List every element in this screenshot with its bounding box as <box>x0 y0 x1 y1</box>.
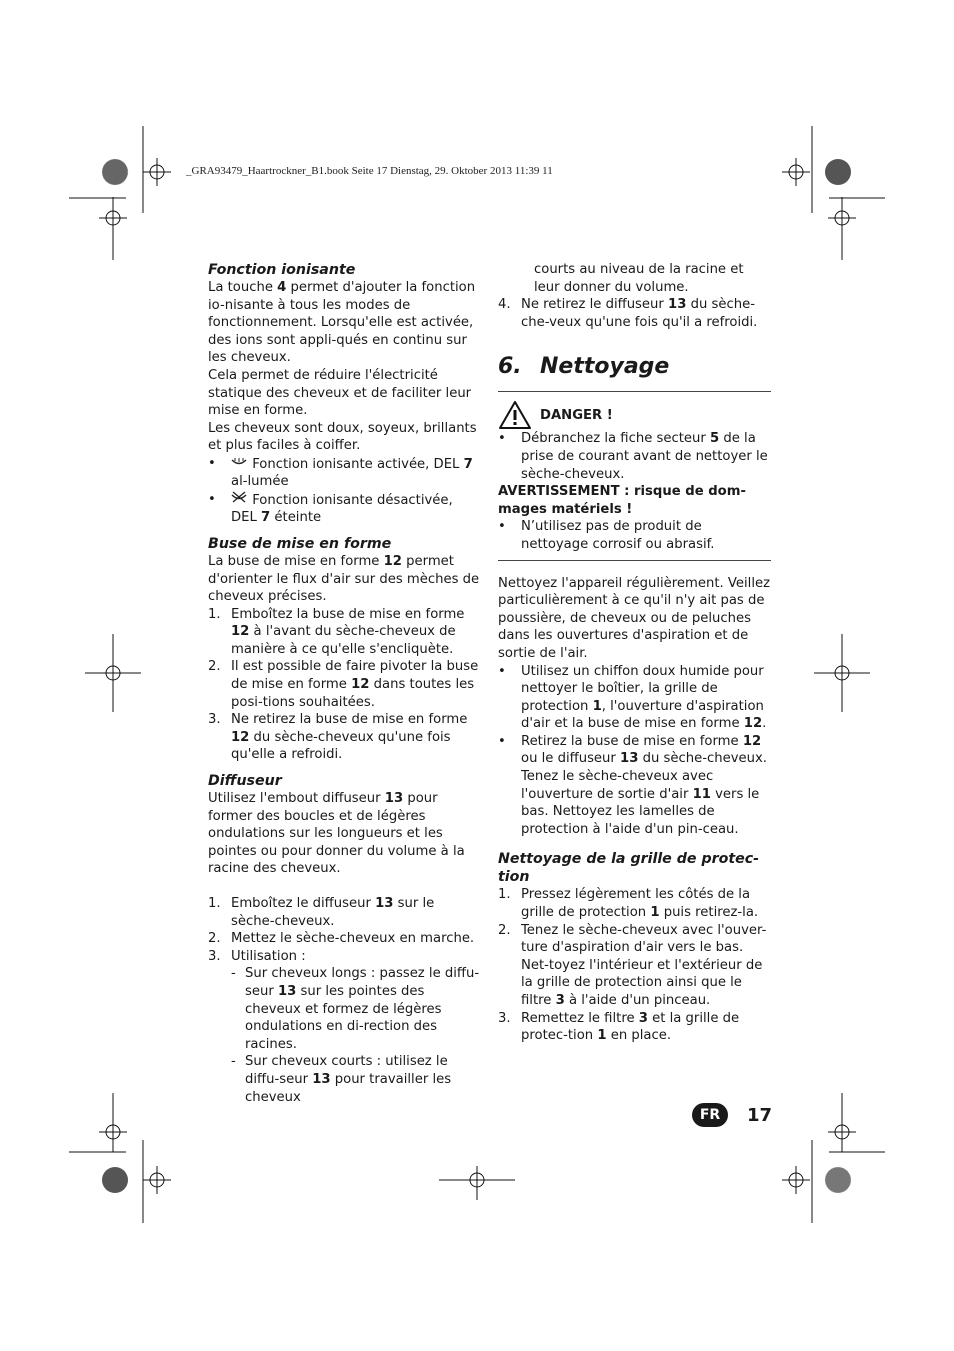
danger-header <box>498 400 771 430</box>
danger-label: DANGER ! <box>540 407 613 423</box>
diff-step-1: 1. Emboîtez le diffuseur 13 sur le sèche-cheveux. <box>208 896 435 929</box>
page-number: 17 <box>747 1104 773 1126</box>
section-heading-nettoyage: 6. Nettoyage <box>498 354 670 380</box>
heading-fonction-ionisante: Fonction ionisante <box>208 262 356 278</box>
buse-step-2: 2. Il est possible de faire pivoter la buse de mise en forme 12 dans toutes les posi-tions souhaitées. <box>208 659 479 710</box>
ion-paragraph-1: La touche 4 permet d'ajouter la fonction io-nisante à tous les modes de fonctionnement. Lorsqu'elle est activée, des ions sont appli-qués en continu sur les cheveux. <box>208 280 476 366</box>
diff-dash-2-continuation: courts au niveau de la racine et leur donner du volume. <box>534 262 744 295</box>
warning-bullet: • N’utilisez pas de produit de nettoyage corrosif ou abrasif. <box>498 519 715 552</box>
grille-step-2: 2. Tenez le sèche-cheveux avec l'ouver-ture d'aspiration d'air vers le bas. Net-toyez l'intérieur et l'extérieur de la grille de protection ainsi que le filtre 3 à l'aide d'un pinceau. <box>498 922 767 1008</box>
heading-grille: Nettoyage de la grille de protec-tion <box>498 851 760 886</box>
buse-paragraph: La buse de mise en forme 12 permet d'orienter le flux d'air sur des mèches de cheveux précises. <box>208 553 480 605</box>
diff-step-3: 3. Utilisation : <box>208 948 306 964</box>
clean-bullet-1: • Utilisez un chiffon doux humide pour nettoyer le boîtier, la grille de protection 1, l'ouverture d'aspiration d'air et la buse de mise en forme 12. <box>498 663 767 732</box>
warning-triangle-icon <box>498 400 532 430</box>
diff-dash-1: - Sur cheveux longs : passez le diffu-seur 13 sur les pointes des cheveux et formez de légères ondulations en di-rection des racines. <box>231 966 480 1052</box>
grille-step-3: 3. Remettez le filtre 3 et la grille de protec-tion 1 en place. <box>498 1010 740 1044</box>
danger-bullet: • Débranchez la fiche secteur 5 de la prise de courant avant de nettoyer le sèche-cheveux. <box>498 431 768 482</box>
language-badge: FR <box>692 1103 728 1127</box>
right-column <box>498 261 771 1045</box>
heading-buse: Buse de mise en forme <box>208 535 392 552</box>
diff-step-4: 4. Ne retirez le diffuseur 13 du sèche-che-veux qu'une fois qu'il a refroidi. <box>498 297 758 330</box>
ion-active-icon <box>231 455 248 473</box>
clean-bullet-2: • Retirez la buse de mise en forme 12 ou le diffuseur 13 du sèche-cheveux. Tenez le sèche-cheveux avec l'ouverture de sortie d'air 11 vers le bas. Nettoyez les lamelles de protection à l'aide d'un pin-ceau. <box>498 733 767 837</box>
ion-bullet-on: • Fonction ionisante activée, DEL 7 al-lumée <box>208 455 473 490</box>
diff-step-2: 2. Mettez le sèche-cheveux en marche. <box>208 931 475 947</box>
ion-inactive-icon <box>231 491 248 509</box>
diffuseur-paragraph: Utilisez l'embout diffuseur 13 pour former des boucles et de légères ondulations sur les longueurs et les pointes ou pour donner du volume à la racine des cheveux. <box>208 791 465 877</box>
left-column <box>208 261 480 1106</box>
book-file-header: _GRA93479_Haartrockner_B1.book Seite 17 Dienstag, 29. Oktober 2013 11:39 11 <box>186 165 553 177</box>
grille-step-1: 1. Pressez légèrement les côtés de la grille de protection 1 puis retirez-la. <box>498 887 759 921</box>
buse-step-1: 1. Emboîtez la buse de mise en forme 12 à l'avant du sèche-cheveux de manière à ce qu'elle s'encliquète. <box>208 606 465 657</box>
diff-dash-2: - Sur cheveux courts : utilisez le diffu-seur 13 pour travailler les cheveux <box>231 1054 452 1105</box>
ion-paragraph-3: Les cheveux sont doux, soyeux, brillants et plus faciles à coiffer. <box>208 420 477 454</box>
page-footer <box>692 1103 772 1127</box>
heading-diffuseur: Diffuseur <box>208 773 282 790</box>
ion-paragraph-2: Cela permet de réduire l'électricité statique des cheveux et de faciliter leur mise en forme. <box>208 367 472 419</box>
ion-bullet-off: • Fonction ionisante désactivée, DEL 7 éteinte <box>208 491 453 526</box>
warning-label: AVERTISSEMENT : risque de dom-mages matériels ! <box>498 484 746 517</box>
buse-step-3: 3. Ne retirez la buse de mise en forme 12 du sèche-cheveux qu'une fois qu'elle a refroidi. <box>208 712 468 763</box>
clean-paragraph: Nettoyez l'appareil régulièrement. Veillez particulièrement à ce qu'il n'y ait pas de poussière, de cheveux ou de peluches dans les ouvertures d'aspiration et de sortie de l'air. <box>498 575 771 661</box>
